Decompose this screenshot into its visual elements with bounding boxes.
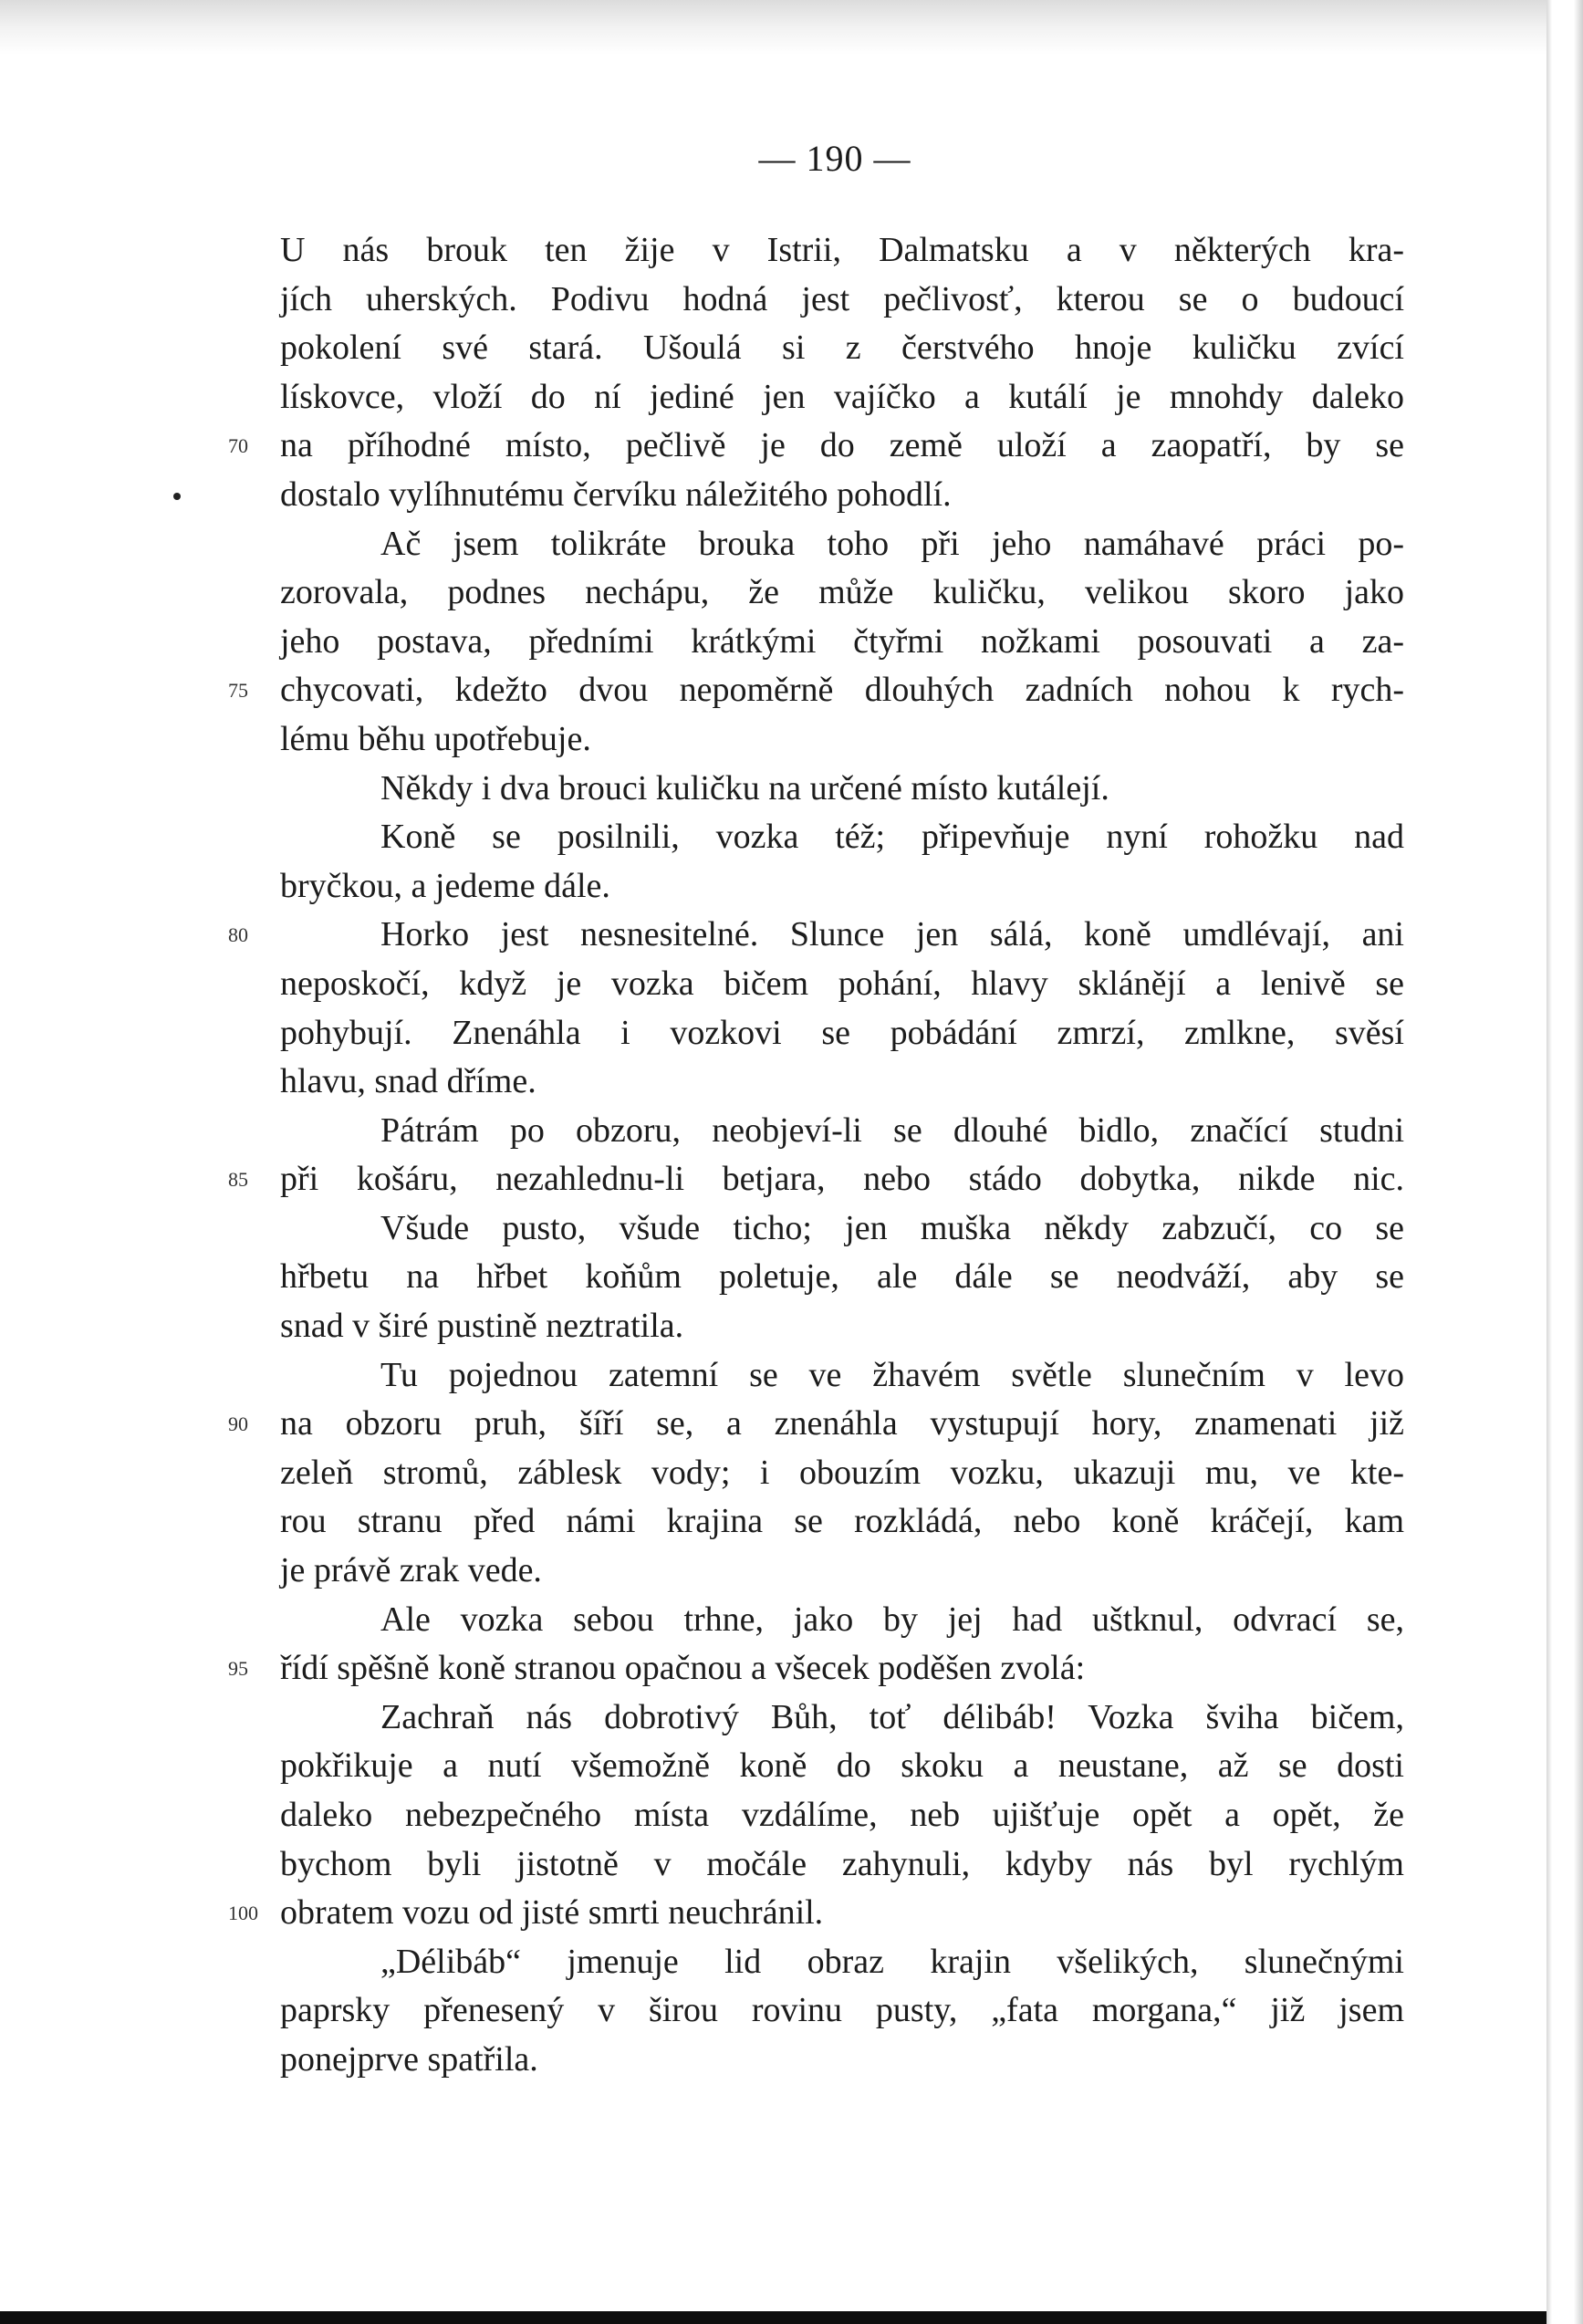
- text-line: jeho postava, předními krátkými čtyřmi nožkami posouvati a za-: [280, 621, 1404, 661]
- page-number: — 190 —: [758, 138, 911, 179]
- margin-line-number: 80: [228, 923, 248, 946]
- text-line: „Délibáb“ jmenuje lid obraz krajin všelikých, slunečnými: [380, 1942, 1404, 1981]
- text-line: Horko jest nesnesitelné. Slunce jen sálá, koně umdlévají, ani: [380, 915, 1404, 954]
- text-line: rou stranu před námi krajina se rozkládá, nebo koně kráčejí, kam: [280, 1502, 1404, 1541]
- text-line: pokřikuje a nutí všemožně koně do skoku a neustane, až se dosti: [280, 1746, 1404, 1786]
- text-line: je právě zrak vede.: [280, 1551, 542, 1590]
- ink-speck: [173, 493, 181, 500]
- text-line: hlavu, snad dříme.: [280, 1062, 536, 1101]
- text-line: bryčkou, a jedeme dále.: [280, 866, 610, 905]
- text-line: pohybují. Znenáhla i vozkovi se pobádání zmrzí, zmlkne, svěsí: [280, 1013, 1404, 1052]
- text-line: Ač jsem tolikráte brouka toho při jeho namáhavé práci po-: [380, 524, 1404, 563]
- body-text: [280, 226, 1404, 2085]
- scan-shadow-top: [0, 0, 1547, 55]
- margin-line-number: 75: [228, 679, 248, 702]
- margin-line-number: 70: [228, 434, 248, 457]
- text-line: pokolení své stará. Ušoulá si z čerstvého hnoje kuličku zvící: [280, 328, 1404, 368]
- text-line: bychom byli jistotně v močále zahynuli, kdyby nás byl rychlým: [280, 1844, 1404, 1883]
- text-line: Ale vozka sebou trhne, jako by jej had uštknul, odvrací se,: [380, 1600, 1404, 1639]
- text-line: dostalo vylíhnutému červíku náležitého pohodlí.: [280, 474, 952, 514]
- text-line: lískovce, vloží do ní jediné jen vajíčko a kutálí je mnohdy daleko: [280, 377, 1404, 416]
- text-line: Někdy i dva brouci kuličku na určené místo kutálejí.: [380, 768, 1109, 808]
- text-line: Tu pojednou zatemní se ve žhavém světle slunečním v levo: [380, 1355, 1404, 1394]
- text-line: zorovala, podnes nechápu, že může kuličku, velikou skoro jako: [280, 573, 1404, 612]
- text-line: Koně se posilnili, vozka též; připevňuje nyní rohožku nad: [380, 818, 1404, 857]
- text-line: Pátrám po obzoru, neobjeví-li se dlouhé bidlo, značící studni: [380, 1110, 1404, 1150]
- text-line: Zachraň nás dobrotivý Bůh, toť délibáb! Vozka šviha bičem,: [380, 1697, 1404, 1736]
- margin-line-number: 100: [228, 1902, 258, 1924]
- text-line: ponejprve spatřila.: [280, 2039, 538, 2079]
- text-line: paprsky přenesený v širou rovinu pusty, „fata morgana,“ již jsem: [280, 1991, 1404, 2030]
- text-line: při košáru, nezahlednu-li betjara, nebo stádo dobytka, nikde nic.: [280, 1160, 1404, 1199]
- text-line: daleko nebezpečného místa vzdálíme, neb ujišťuje opět a opět, že: [280, 1796, 1404, 1834]
- margin-line-number: 95: [228, 1657, 248, 1680]
- text-line: zeleň stromů, záblesk vody; i obouzím vozku, ukazuji mu, ve kte-: [280, 1453, 1404, 1492]
- text-line: na obzoru pruh, šíří se, a znenáhla vystupují hory, znamenati již: [280, 1404, 1404, 1443]
- text-line: hřbetu na hřbet koňům poletuje, ale dále se neodváží, aby se: [280, 1257, 1404, 1297]
- text-line: snad v širé pustině neztratila.: [280, 1307, 684, 1346]
- text-line: neposkočí, když je vozka bičem pohání, hlavy sklánějí a lenivě se: [280, 964, 1404, 1003]
- text-line: obratem vozu od jisté smrti neuchránil.: [280, 1893, 824, 1933]
- text-line: Všude pusto, všude ticho; jen muška někdy zabzučí, co se: [380, 1208, 1404, 1247]
- margin-line-number: 90: [228, 1412, 248, 1435]
- text-line: U nás brouk ten žije v Istrii, Dalmatsku a v některých kra-: [280, 231, 1404, 269]
- text-line: řídí spěšně koně stranou opačnou a všecek poděšen zvolá:: [280, 1649, 1086, 1688]
- page-edge: [1547, 0, 1583, 2324]
- margin-line-number: 85: [228, 1168, 248, 1191]
- text-line: lému běhu upotřebuje.: [280, 719, 591, 758]
- scan-shadow-bottom: [0, 2311, 1547, 2324]
- text-line: na příhodné místo, pečlivě je do země uloží a zaopatří, by se: [280, 426, 1404, 465]
- text-line: chycovati, kdežto dvou nepoměrně dlouhých zadních nohou k rych-: [280, 671, 1404, 710]
- text-line: jích uherských. Podivu hodná jest pečlivosť, kterou se o budoucí: [280, 279, 1404, 318]
